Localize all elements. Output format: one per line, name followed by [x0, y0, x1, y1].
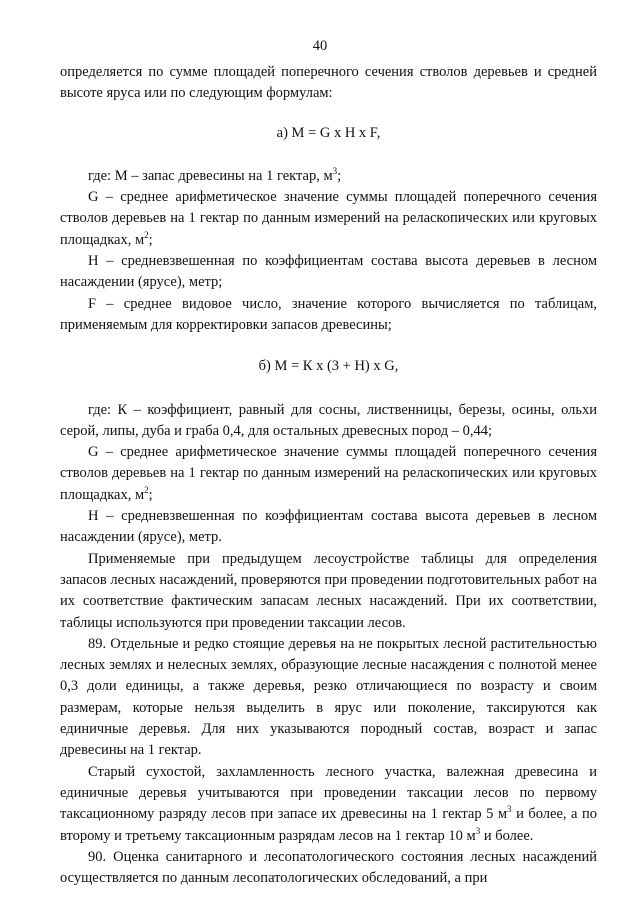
- body-text: [60, 62, 597, 889]
- definition-g-a-text: G – среднее арифметическое значение суммы площадей поперечного сечения стволов деревьев на 1 гектар по данным измерений на реласкопических или круговых площадках, м: [60, 189, 597, 248]
- paragraph-89: 89. Отдельные и редко стоящие деревья на не покрытых лесной растительностью лесных землях и нелесных землях, образующие лесные насаждения с полнотой менее 0,3 доли единицы, а также деревья, резко отличающиеся по возрасту и своим размерам, которые нельзя выделить в ярус или поколение, таксируются как единичные деревья. Для них указываются породный состав, возраст и запас древесины на 1 гектар.: [60, 635, 597, 759]
- definition-g-b-end: ;: [148, 486, 153, 503]
- paragraph-old-part-1: Старый сухостой, захламленность лесного участка, валежная древесина и единичные деревья учитываются при проведении таксации лесов по первому таксационному разряду лесов при запасе их древесины на 1 гектар 5 м: [60, 763, 597, 823]
- paragraph-90: 90. Оценка санитарного и лесопатологического состояния лесных насаждений осуществляется по данным лесопатологических обследований, а при: [60, 848, 597, 887]
- superscript-square: 2: [144, 484, 149, 495]
- superscript-cubic: 3: [507, 804, 512, 815]
- definition-k: где: К – коэффициент, равный для сосны, лиственницы, березы, осины, ольхи серой, липы, дуба и граба 0,4, для остальных древесных пород – 0,44;: [60, 401, 597, 439]
- superscript-cubic: 3: [475, 825, 481, 836]
- paragraph-tables: Применяемые при предыдущем лесоустройстве таблицы для определения запасов лесных насаждений, проверяются при проведении подготовительных работ на их соответствие фактическим запасам лесных насаждений. При их соответствии, таблицы используются при проведении таксации лесов.: [60, 550, 597, 631]
- formula-b: б) М = К х (3 + Н) х G,: [258, 358, 399, 375]
- definition-m-text: где: М – запас древесины на 1 гектар, м: [88, 167, 333, 184]
- formula-a: а) М = G х Н х F,: [276, 124, 381, 141]
- definition-g-a: [60, 187, 597, 251]
- definition-g-a-end: ;: [148, 231, 153, 248]
- definition-g-b-text: G – среднее арифметическое значение суммы площадей поперечного сечения стволов деревьев на 1 гектар по данным измерений на реласкопических или круговых площадках, м: [60, 444, 597, 503]
- definition-m: [60, 166, 597, 187]
- paragraph-old-part-2: и более, а по второму и третьему таксационным разрядам лесов на 1 гектар 10 м: [60, 806, 598, 844]
- superscript-square: 2: [144, 229, 149, 240]
- paragraph-old-dead-wood: [60, 762, 597, 847]
- definition-g-b: [60, 442, 597, 506]
- paragraph-old-part-3: и более.: [480, 827, 534, 844]
- definition-m-end: ;: [337, 167, 342, 184]
- intro-paragraph: определяется по сумме площадей поперечного сечения стволов деревьев и средней высоте яруса или по следующим формулам:: [60, 64, 597, 102]
- superscript-cubic: 3: [332, 166, 338, 177]
- definition-h-a: Н – средневзвешенная по коэффициентам состава высота деревьев в лесном насаждении (ярусе), метр;: [60, 253, 597, 291]
- definition-h-b: Н – средневзвешенная по коэффициентам состава высота деревьев в лесном насаждении (ярусе), метр.: [60, 508, 597, 546]
- definition-f: F – среднее видовое число, значение которого вычисляется по таблицам, применяемым для корректировки запасов древесины;: [60, 295, 597, 333]
- page-number: 40: [312, 38, 328, 54]
